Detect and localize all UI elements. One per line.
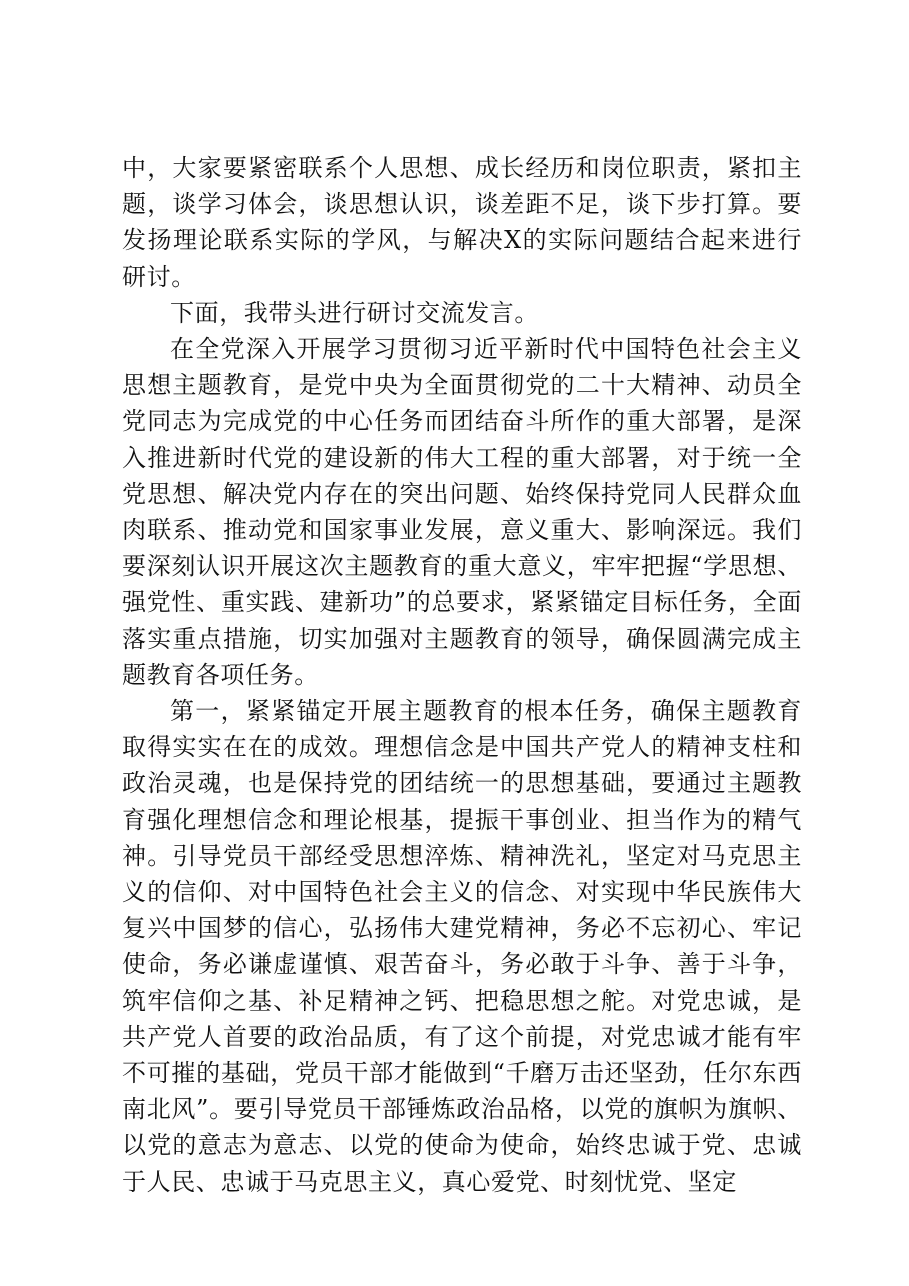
paragraph-continuation: 中，大家要紧密联系个人思想、成长经历和岗位职责，紧扣主题，谈学习体会，谈思想认识，谈差距不足，谈下步打算。要发扬理论联系实际的学风，与解决X的实际问题结合起来进行研讨。 (122, 154, 802, 291)
paragraph-intro-speech: 下面，我带头进行研讨交流发言。 (170, 298, 539, 327)
document-page (122, 150, 802, 1200)
paragraph-significance: 在全党深入开展学习贯彻习近平新时代中国特色社会主义思想主题教育，是党中央为全面贯彻党的二十大精神、动员全党同志为完成党的中心任务而团结奋斗所作的重大部署，是深入推进新时代党的建设新的伟大工程的重大部署，对于统一全党思想、解决党内存在的突出问题、始终保持党同人民群众血肉联系、推动党和国家事业发展，意义重大、影响深远。我们要深刻认识开展这次主题教育的重大意义，牢牢把握“学思想、强党性、重实践、建新功”的总要求，紧紧锚定目标任务，全面落实重点措施，切实加强对主题教育的领导，确保圆满完成主题教育各项任务。 (122, 335, 802, 689)
paragraph-first-point: 第一，紧紧锚定开展主题教育的根本任务，确保主题教育取得实实在在的成效。理想信念是中国共产党人的精神支柱和政治灵魂，也是保持党的团结统一的思想基础，要通过主题教育强化理想信念和理论根基，提振干事创业、担当作为的精气神。引导党员干部经受思想淬炼、精神洗礼，坚定对马克思主义的信仰、对中国特色社会主义的信念、对实现中华民族伟大复兴中国梦的信心，弘扬伟大建党精神，务必不忘初心、牢记使命，务必谦虚谨慎、艰苦奋斗，务必敢于斗争、善于斗争，筑牢信仰之基、补足精神之钙、把稳思想之舵。对党忠诚，是共产党人首要的政治品质，有了这个前提，对党忠诚才能有牢不可摧的基础，党员干部才能做到“千磨万击还坚劲，任尔东西南北风”。要引导党员干部锤炼政治品格，以党的旗帜为旗帜、以党的意志为意志、以党的使命为使命，始终忠诚于党、忠诚于人民、忠诚于马克思主义，真心爱党、时刻忧党、坚定 (122, 697, 802, 1196)
